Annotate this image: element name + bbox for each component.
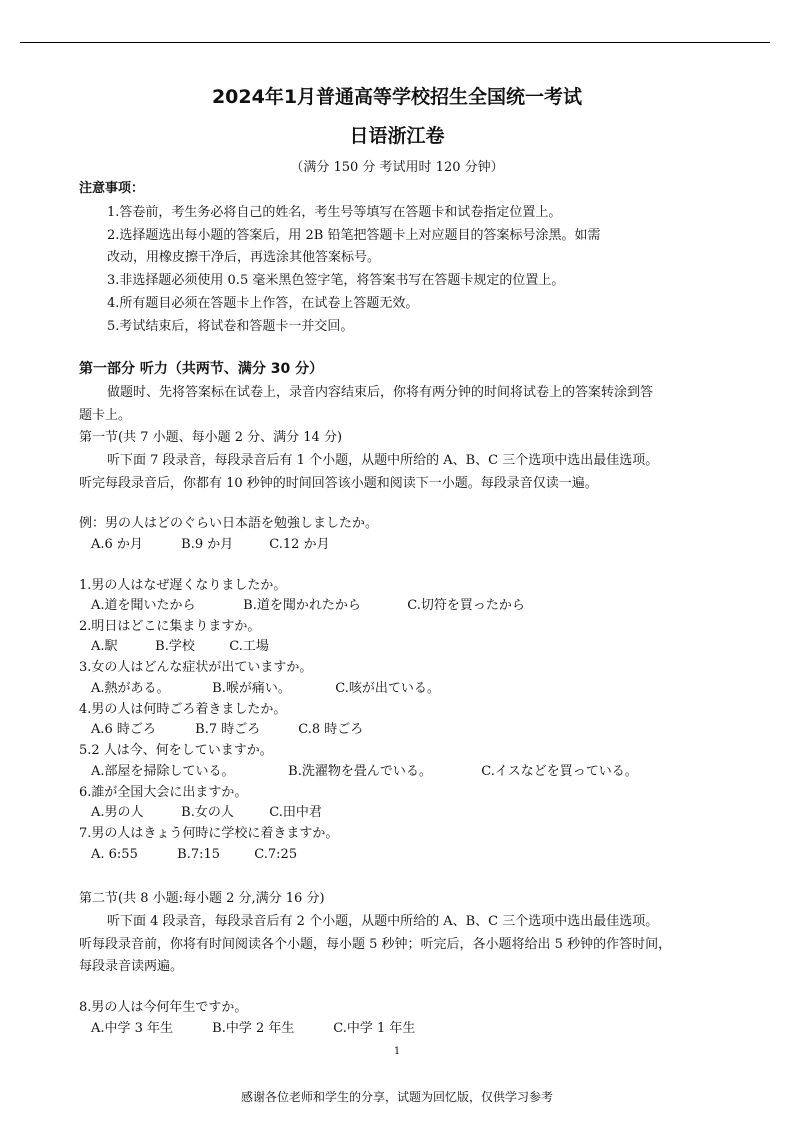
option-b: B.中学 2 年生 (212, 1021, 295, 1036)
question-options (91, 722, 363, 738)
section2-desc: 听每段录音前，你将有时间阅读各个小题，每小题 5 秒钟；听完后，各小题将给出 5 秒钟的作答时间， (79, 937, 672, 952)
option-a: A. 6:55 (91, 847, 138, 862)
part1-intro: 题卡上。 (79, 408, 132, 423)
section2-heading: 第二节(共 8 小题:每小题 2 分,满分 16 分) (79, 891, 325, 906)
note-item: 1.答卷前，考生务必将自己的姓名，考生号等填写在答题卡和试卷指定位置上。 (107, 205, 562, 220)
question: 7.男の人はきょう何時に学校に着きますか。 (79, 826, 339, 841)
option-b: B.道を聞かれたから (243, 598, 361, 613)
note-item: 3.非选择题必须使用 0.5 毫米黑色签字笔，将答案书写在答题卡规定的位置上。 (107, 273, 565, 288)
option-a: A.男の人 (91, 805, 144, 820)
option-a: A.中学 3 年生 (91, 1021, 174, 1036)
question-options (91, 681, 440, 697)
option-c: C.咳が出ている。 (335, 681, 440, 696)
option-b: B.喉が痛い。 (212, 681, 291, 696)
part1-intro: 做题时、先将答案标在试卷上，录音内容结束后，你将有两分钟的时间将试卷上的答案转涂到答 (107, 385, 654, 400)
option-b: B.女の人 (181, 805, 234, 820)
page-number: 1 (393, 1046, 401, 1057)
option-a: A.部屋を掃除している。 (91, 764, 235, 779)
question: 3.女の人はどんな症状が出ていますか。 (79, 660, 313, 675)
section1-desc: 听完每段录音后，你都有 10 秒钟的时间回答该小题和阅读下一小题。每段录音仅读一遍。 (79, 476, 598, 491)
option-a: A.駅 (91, 639, 118, 654)
note-item: 5.考试结束后，将试卷和答题卡一并交回。 (107, 319, 354, 334)
question: 6.誰が全国大会に出ますか。 (79, 785, 248, 800)
section1-desc: 听下面 7 段录音，每段录音后有 1 个小题，从题中所给的 A、B、C 三个选项中选出最佳选项。 (107, 453, 659, 468)
exam-title: 2024年1月普通高等学校招生全国统一考试 (211, 86, 583, 108)
question: 1.男の人はなぜ遅くなりましたか。 (79, 578, 287, 593)
top-rule (20, 42, 770, 43)
example-options (91, 537, 330, 553)
section2-desc: 听下面 4 段录音，每段录音后有 2 个小题，从题中所给的 A、B、C 三个选项中选出最佳选项。 (107, 914, 659, 929)
option-c: C.12 か月 (269, 537, 330, 552)
notes-heading: 注意事项： (79, 181, 145, 196)
footer-note: 感谢各位老师和学生的分享，试题为回忆版，仅供学习参考 (240, 1090, 553, 1104)
note-item: 改动，用橡皮擦干净后，再选涂其他答案标号。 (107, 250, 381, 265)
option-c: C.田中君 (269, 805, 322, 820)
example-question: 例：男の人はどのぐらい日本語を勉強しましたか。 (79, 516, 379, 531)
option-c: C.8 時ごろ (298, 722, 364, 737)
question-options (91, 805, 322, 821)
option-c: C.7:25 (254, 847, 298, 862)
option-c: C.工場 (229, 639, 269, 654)
option-b: B.7:15 (177, 847, 221, 862)
section2-desc: 每段录音读两遍。 (79, 959, 184, 974)
option-b: B.7 時ごろ (195, 722, 261, 737)
option-b: B.9 か月 (181, 537, 234, 552)
question-options (91, 598, 525, 614)
section1-heading: 第一节(共 7 小题、每小题 2 分、满分 14 分) (79, 430, 343, 445)
option-a: A.道を聞いたから (91, 598, 196, 613)
option-c: C.切符を買ったから (407, 598, 525, 613)
option-b: B.学校 (155, 639, 195, 654)
question: 8.男の人は今何年生ですか。 (79, 1000, 248, 1015)
question: 4.男の人は何時ごろ着きましたか。 (79, 702, 287, 717)
option-b: B.洗濯物を畳んでいる。 (288, 764, 432, 779)
option-a: A.6 か月 (91, 537, 143, 552)
question-options (91, 1021, 415, 1037)
exam-subtitle: 日语浙江卷 (349, 125, 445, 147)
question: 2.明日はどこに集まりますか。 (79, 619, 261, 634)
question-options (91, 847, 297, 863)
note-item: 2.选择题选出每小题的答案后，用 2B 铅笔把答题卡上对应题目的答案标号涂黑。如需 (107, 228, 601, 243)
exam-info: （满分 150 分 考试用时 120 分钟） (290, 160, 504, 175)
option-a: A.熱がある。 (91, 681, 170, 696)
question-options (91, 639, 269, 655)
question: 5.2 人は今、何をしていますか。 (79, 743, 273, 758)
option-c: C.イスなどを買っている。 (481, 764, 638, 779)
part1-heading: 第一部分 听力（共两节、满分 30 分） (79, 361, 324, 377)
option-c: C.中学 1 年生 (333, 1021, 416, 1036)
note-item: 4.所有题目必须在答题卡上作答，在试卷上答题无效。 (107, 296, 419, 311)
question-options (91, 764, 638, 780)
option-a: A.6 時ごろ (91, 722, 156, 737)
